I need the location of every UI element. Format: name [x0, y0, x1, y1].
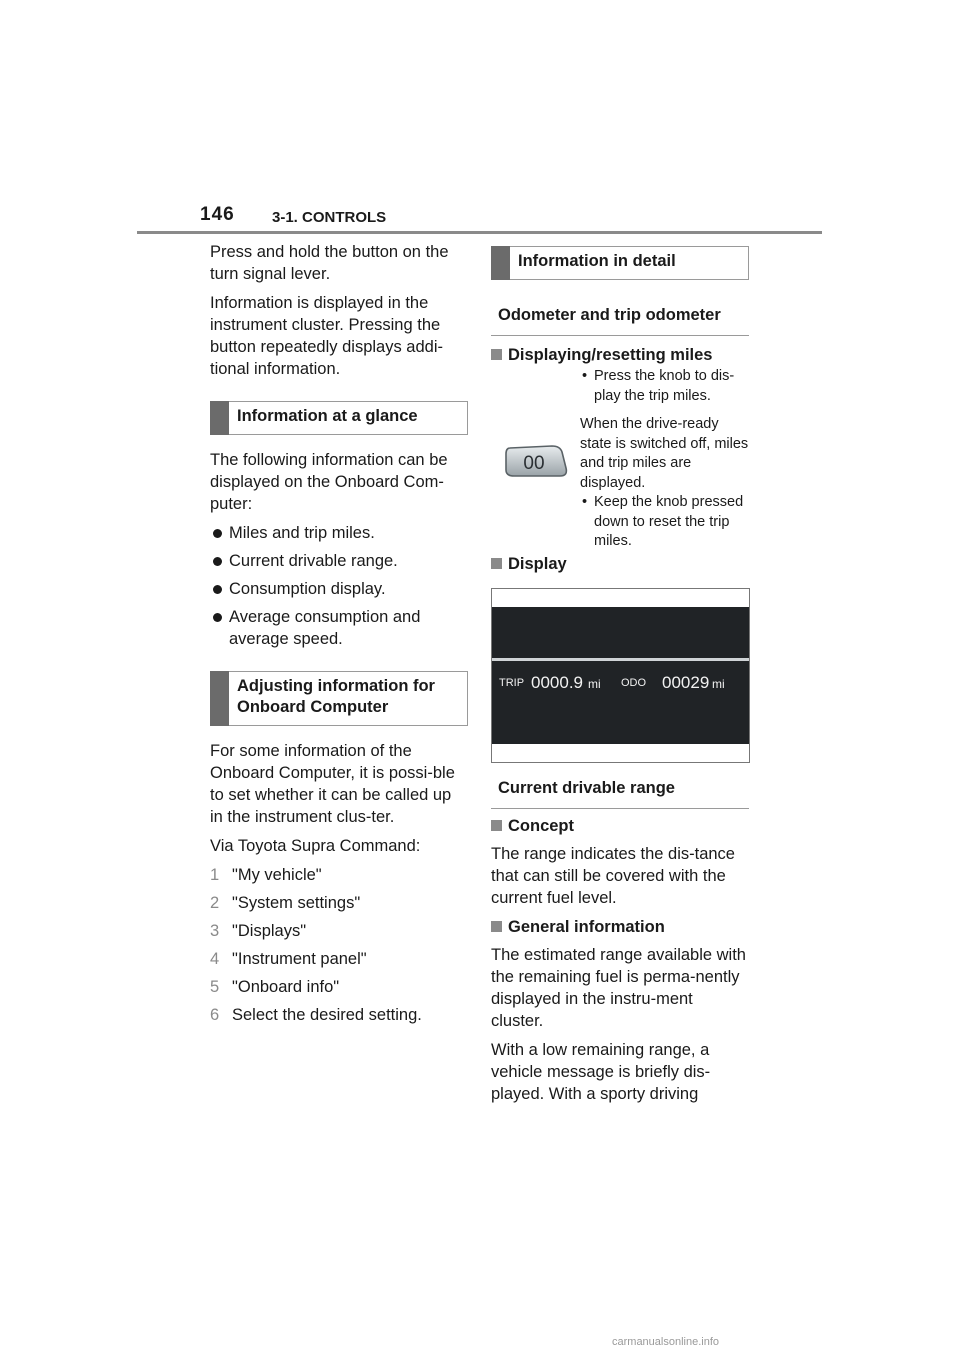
intro-paragraph: Information is displayed in the instrument cluster. Pressing the button repeatedly displays addi-tional information. — [210, 294, 443, 378]
step-item: 5 "Onboard info" — [210, 978, 340, 996]
heading-general-information: General information — [491, 916, 749, 938]
section-heading-adjusting: Adjusting information for Onboard Computer — [210, 671, 468, 726]
subheading-drivable-range: Current drivable range — [491, 771, 749, 809]
square-bullet-icon — [491, 349, 502, 360]
subheading-odometer: Odometer and trip odometer — [491, 298, 749, 336]
trip-unit: mi — [588, 677, 601, 691]
step-item: 6 Select the desired setting. — [210, 1006, 422, 1024]
general-paragraph: With a low remaining range, a vehicle message is briefly dis-played. With a sporty driving — [491, 1041, 711, 1103]
list-item: Average consumption and average speed. — [210, 606, 468, 650]
range-section — [491, 771, 749, 1112]
right-column — [491, 246, 749, 366]
step-item: 2 "System settings" — [210, 894, 361, 912]
heading-displaying-resetting: Displaying/resetting miles — [491, 344, 749, 366]
odo-unit: mi — [712, 677, 725, 691]
chapter-title: 3-1. CONTROLS — [272, 209, 387, 226]
glance-paragraph: The following information can be displayed on the Onboard Com-puter: — [210, 451, 448, 513]
list-item: Current drivable range. — [210, 550, 468, 572]
list-item: Miles and trip miles. — [210, 522, 468, 544]
instrument-cluster-display — [491, 588, 750, 763]
knob-note-bullet: • Keep the knob pressed down to reset the trip miles. — [580, 493, 752, 552]
header-rule — [137, 231, 822, 234]
heading-display: Display — [491, 553, 567, 575]
page-number: 146 — [200, 204, 235, 225]
heading-concept: Concept — [491, 815, 749, 837]
left-column — [210, 241, 468, 1032]
section-heading-in-detail: Information in detail — [491, 246, 749, 280]
adjusting-paragraph: For some information of the Onboard Computer, it is possi-ble to set whether it can be called up in the instrument clus-ter. — [210, 742, 455, 826]
general-paragraph: The estimated range available with the remaining fuel is perma-nently displayed in the instru-ment cluster. — [491, 946, 746, 1030]
section-heading-at-a-glance: Information at a glance — [210, 401, 468, 435]
trip-label: TRIP — [499, 677, 525, 689]
info-bullet-list — [210, 522, 468, 650]
odo-label: ODO — [621, 677, 647, 689]
trip-value: 0000.9 — [531, 673, 583, 692]
via-command-text: Via Toyota Supra Command: — [210, 837, 421, 855]
odometer-knob-icon — [502, 442, 572, 482]
intro-paragraph: Press and hold the button on the turn signal lever. — [210, 243, 449, 283]
knob-note-paragraph: When the drive-ready state is switched off, miles and trip miles are displayed. — [580, 416, 749, 491]
concept-paragraph: The range indicates the dis-tance that can still be covered with the current fuel level. — [491, 845, 735, 907]
knob-notes — [580, 367, 752, 552]
step-item: 4 "Instrument panel" — [210, 950, 367, 968]
step-item: 3 "Displays" — [210, 922, 307, 940]
square-bullet-icon — [491, 558, 502, 569]
knob-note-bullet: • Press the knob to dis-play the trip miles. — [580, 367, 752, 406]
step-item: 1 "My vehicle" — [210, 866, 322, 884]
watermark: carmanualsonline.info — [612, 1336, 720, 1348]
square-bullet-icon — [491, 820, 502, 831]
knob-label: 00 — [523, 453, 545, 474]
odo-value: 00029 — [662, 673, 710, 692]
square-bullet-icon — [491, 921, 502, 932]
steps-list — [210, 864, 468, 1026]
list-item: Consumption display. — [210, 578, 468, 600]
